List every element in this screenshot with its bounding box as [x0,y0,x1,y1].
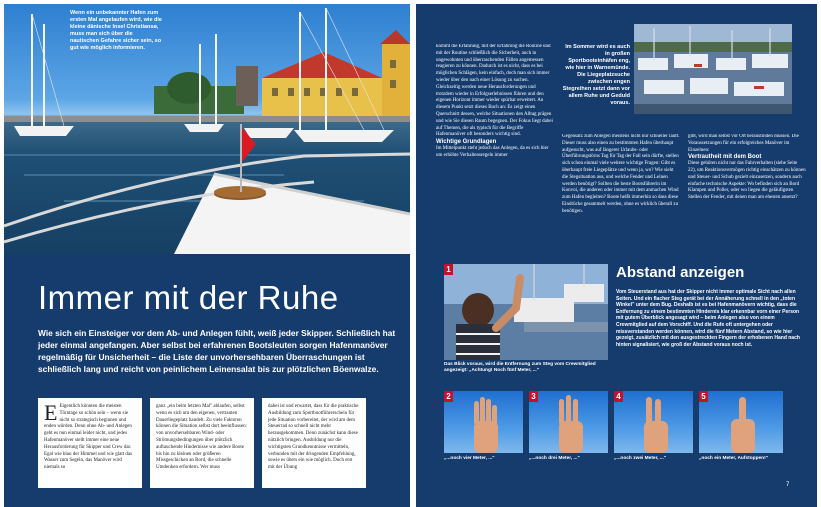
lead-paragraph: Wie sich ein Einsteiger vor dem Ab- und Anlegen fühlt, weiß jeder Skipper. Schließlich hat jeder einmal angefangen. Aber selbst bei erfahrenen Bootsleuten sorgen Hafenmanöver regelmäßig für Unsicherheit – die Liste der unvorhersehbaren Überraschungen ist schließlich lang und reicht von peinlichem Leinensalat bis zur plötzlichen Böenwalze. [38,328,396,374]
photo-1-caption: Das Blick voraus, wird die Entfernung zum Steg vom Crewmitglied angezeigt: „Achtung! Noch fünf Meter, ..." [444,362,596,373]
text-column-2-body: Gegensatz zum Ablegen meistens nicht nur schneller läuft. Dieser muss also einen zu bestimmten Hafen überhaupt aufgesucht, was auf längerer Urlaubs- oder Überführungstörns Tag für Tag der Fall sein dürfte, stellen sich schon einmal viele weitere wichtige Fragen: Gibt es überhaupt freie Liegeplätze und wenn ja, wo? Wie sieht die Stegsituation aus, und welche Fender und Leinen werden benötigt? Sollten die beste Bootsführerin im Konvoi, die anderen oder immer mit dem anmachen Wind zum Hafen begleiten? Boote heißt immerhin so dass diese Eindrücke gesammelt werden, ohne es wirklich überall zu benötigen. [562,134,680,214]
page-number-left: 6 [38,482,42,488]
hand-caption-5: „noch ein Meter, Aufstoppen!" [699,456,768,461]
section-text: Vom Steuerstand aus hat der Skipper nicht immer optimale Sicht nach allen Seiten. Und ein flacher Steg gerät bei der Annäherung schnell in den „toten Winkel" unter dem Bug. Deshalb ist es bei Hafenmanövern wichtig, dass die Entfernung zu einem bestimmten Hindernis klar erkennbar vorn einer Person mit gutem Überblick angesagt wird – beim Anlegen also von einem Crewmitglied auf dem Vorschiff. Und die Rufe oft untergehen oder missverstanden werden können, wird die fünf Metern Abstand, so wie hier gezeigt, zusätzlich mit den ausgestreckten Fingern der erhobenen Hand nach hinten signalisiert, wie groß der Abstand voraus noch ist. [616,289,800,348]
page-number-right: 7 [786,482,790,488]
text-column-3-body: gibt, wird man selbst vor Ort herausfinden müssen. Die Voraussetzungen für ein erfolgreiches Manöver im Einzelnen: [688,134,799,153]
marina-illustration [634,24,792,114]
marina-photo [634,24,792,114]
photo-caption: Wenn ein unbekannter Hafen zum ersten Mal angelaufen wird, wie die kleine dänische Insel Christiansø, muss man sich über die nautischen Gefahre sicher sein, so gut wie möglich informieren. [70,10,162,51]
hand-photo-2 [444,391,523,453]
text-column-3-continued: Diese gehören nicht nur das Fahrverhalten (siehe Seite 22), um Reaktionsvermögen richtig einschätzen zu können und Steuer- und Schub gezielt einzusetzen, sondern auch einfache technische Aspekte: Wo befinden sich an Bord Klampen und Poller, oder wo liegen die geläufigsten Stellen der Fender, mit denen man am ehesten ansetzt? [688,161,806,201]
hand-photo-4 [614,391,693,453]
hand-photo-3 [529,391,608,453]
section-title: Abstand anzeigen [616,264,745,281]
hand-four-fingers-illustration [444,391,523,453]
photo-1 [444,264,608,360]
body-column-2-text: ganz „ein beim letzten Mal" ablaufen, selbst wenn es sich um den eigenen, vertrauten Dauerliegeplatz handelt. Zu viele Faktoren können die Situation selbst dort beeinflussen: von unvorhersehbaren Wind- oder Strömungsbedingungen über plötzlich auftauchende Hindernisse wie andere Boote bis hin zu kleinen oder größeren Missgeschicken an Bord, die schnelle Umdenken erfordern. Wer muss [156,404,247,471]
text-column-2 [562,134,680,254]
subhead-grundlagen: Wichtige Grundlagen [436,139,497,146]
text-column-3 [688,134,806,254]
right-page [416,4,817,507]
hand-caption-3: „...noch drei Meter, ..." [529,456,580,461]
left-page [4,4,410,507]
signal-crew-illustration [444,264,608,360]
drop-cap: E [44,400,58,425]
body-column-1 [38,398,142,488]
photo-number-1: 1 [444,264,453,275]
body-column-1-text: Eigentlich könnten die meisten Törntage so schön sein – wenn sie nicht so strategisch beginnen und enden würden. Denn ohne Ab- und Anlegen geht es nun einmal leider nicht, und jedes Hafenmanöver stellt immer eine neue Herausforderung für Skipper und Crew dar. Egal wie blau der Himmel und wie glatt das Wasser zum Segeln, das Manöver wird niemals so [44,404,133,471]
hand-caption-4: „...noch zwei Meter, ..." [614,456,667,461]
marina-photo-caption: Im Sommer wird es auch in großen Sportbooteinhäfen eng, wie hier in Warnemünde. Die Liegeplatzsuche zwischen engen Stegreihen setzt dann vor allem Ruhe und Geduld voraus. [562,44,630,106]
text-column-1-continued: Im Mittelpunkt steht jedoch das Anlegen, da es sich hier um erhöhte Verhaltensregeln immer [436,145,549,158]
hand-one-finger-illustration [699,391,783,453]
photo-number-2: 2 [444,391,453,402]
hand-photo-5 [699,391,783,453]
hand-two-fingers-illustration [614,391,693,453]
text-column-1 [436,44,554,254]
harbor-photo [4,4,410,254]
hand-three-fingers-illustration [529,391,608,453]
photo-number-5: 5 [699,391,708,402]
page-title: Immer mit der Ruhe [38,279,339,316]
text-column-1-body: kommt die Erfahrung, mit der Erfahrung die Routine und mit der Routine schließlich die Sicherheit, auch in ungewohnten und überraschenden Fällen angemessen reagieren zu können. Dadurch ist es nicht, dass es bei möglichen Schlägen, kein einfach, doch man sich immer wieder über den nach einer Lösung zu suchen. Gleichzeitig werden neue Herausforderungen und trotzdem wieder in Erfolgserlebnissen führen und den eigenen Horizont immer wieder spürbar erweitert. An diesem Punkt setzt dieses Buch an: Es zeigt einen Querschnitt dessen, welche Situationen den Alltag prägen und wie Sie diesen Raum begegnen. Der Fokus liegt dabei auf Themen, die als typisch für die Begriffe Hafenmanöver oft besonders wichtig sind. [436,44,553,138]
subhead-vertrautheit: Vertrautheit mit dem Boot [688,154,762,161]
body-column-3 [262,398,366,488]
photo-number-4: 4 [614,391,623,402]
photo-number-3: 3 [529,391,538,402]
harbor-illustration [4,4,410,254]
body-column-3-text: dabei ist und erwartet, dass für die praktische Ausbildung zum Sportbootführerschein für jede Situation vorbereitet, der wird am dem Steuerrad so schnell nicht mehr herausgekommen. Denn zunächst kann diese nützlich bringen. Ausbildung nur die wichtigsten Grundkenntnisse vermitteln, verbunden mit der dringenden Empfehlung, sowie es übers ein wie möglich. Doch erst mit der Übung [268,404,359,471]
body-column-2 [150,398,254,488]
hand-caption-2: „...noch vier Meter, ..." [444,456,495,461]
